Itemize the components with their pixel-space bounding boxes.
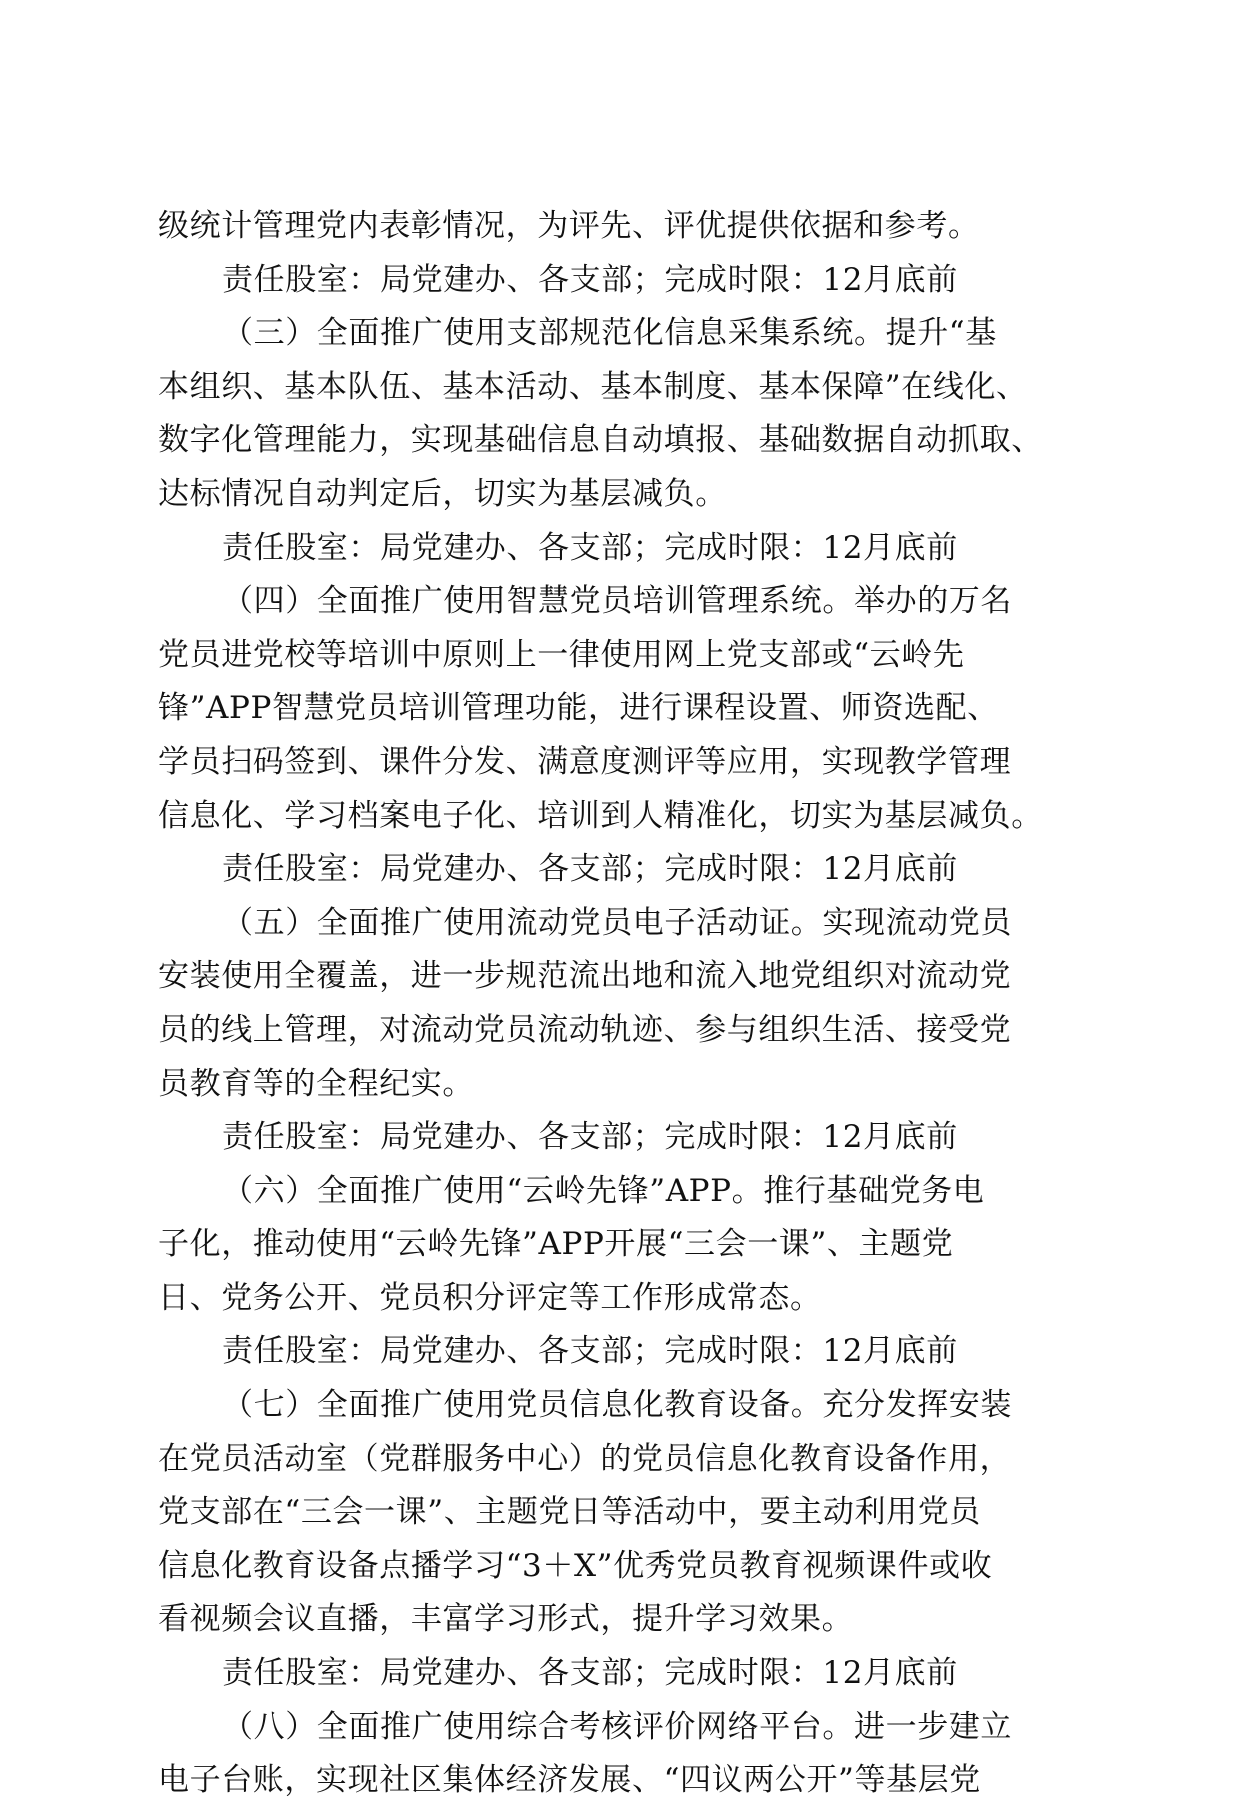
text-line: 学员扫码签到、课件分发、满意度测评等应用，实现教学管理 bbox=[158, 743, 1012, 780]
text-line: 本组织、基本队伍、基本活动、基本制度、基本保障”在线化、 bbox=[158, 368, 1028, 405]
text-line: 达标情况自动判定后，切实为基层减负。 bbox=[158, 475, 727, 512]
text-line: 责任股室：局党建办、各支部；完成时限：12月底前 bbox=[222, 1119, 958, 1156]
text-line: 级统计管理党内表彰情况，为评先、评优提供依据和参考。 bbox=[158, 208, 980, 244]
text-line: 日、党务公开、党员积分评定等工作形成常态。 bbox=[158, 1279, 822, 1316]
text-line: 责任股室：局党建办、各支部；完成时限：12月底前 bbox=[222, 261, 958, 298]
text-line: 员的线上管理，对流动党员流动轨迹、参与组织生活、接受党 bbox=[158, 1011, 1012, 1048]
text-line: 看视频会议直播，丰富学习形式，提升学习效果。 bbox=[158, 1601, 854, 1638]
text-line: 责任股室：局党建办、各支部；完成时限：12月底前 bbox=[222, 851, 958, 888]
text-line: （七）全面推广使用党员信息化教育设备。充分发挥安装 bbox=[222, 1387, 1012, 1424]
text-line: 党员进党校等培训中原则上一律使用网上党支部或“云岭先 bbox=[158, 636, 965, 673]
text-line: （八）全面推广使用综合考核评价网络平台。进一步建立 bbox=[222, 1708, 1012, 1745]
text-line: （五）全面推广使用流动党员电子活动证。实现流动党员 bbox=[222, 904, 1012, 941]
text-line: （六）全面推广使用“云岭先锋”APP。推行基础党务电 bbox=[222, 1172, 985, 1209]
text-line: 责任股室：局党建办、各支部；完成时限：12月底前 bbox=[222, 1655, 958, 1692]
document-body bbox=[158, 200, 1098, 1808]
text-line: 信息化教育设备点播学习“3＋X”优秀党员教育视频课件或收 bbox=[158, 1547, 993, 1584]
text-line: 责任股室：局党建办、各支部；完成时限：12月底前 bbox=[222, 1333, 958, 1370]
text-line: 电子台账，实现社区集体经济发展、“四议两公开”等基层党 bbox=[158, 1762, 981, 1799]
text-line: 员教育等的全程纪实。 bbox=[158, 1065, 474, 1102]
text-line: 数字化管理能力，实现基础信息自动填报、基础数据自动抓取、 bbox=[158, 422, 1043, 459]
text-line: 信息化、学习档案电子化、培训到人精准化，切实为基层减负。 bbox=[158, 797, 1043, 834]
text-line: 在党员活动室（党群服务中心）的党员信息化教育设备作用， bbox=[158, 1440, 1012, 1477]
text-line: （三）全面推广使用支部规范化信息采集系统。提升“基 bbox=[222, 315, 997, 352]
text-line: 安装使用全覆盖，进一步规范流出地和流入地党组织对流动党 bbox=[158, 958, 1012, 995]
text-line: 党支部在“三会一课”、主题党日等活动中，要主动利用党员 bbox=[158, 1494, 981, 1531]
text-line: （四）全面推广使用智慧党员培训管理系统。举办的万名 bbox=[222, 583, 1012, 620]
text-line: 责任股室：局党建办、各支部；完成时限：12月底前 bbox=[222, 529, 958, 566]
text-line: 锋”APP智慧党员培训管理功能，进行课程设置、师资选配、 bbox=[158, 690, 999, 727]
text-line: 子化，推动使用“云岭先锋”APP开展“三会一课”、主题党 bbox=[158, 1226, 954, 1263]
